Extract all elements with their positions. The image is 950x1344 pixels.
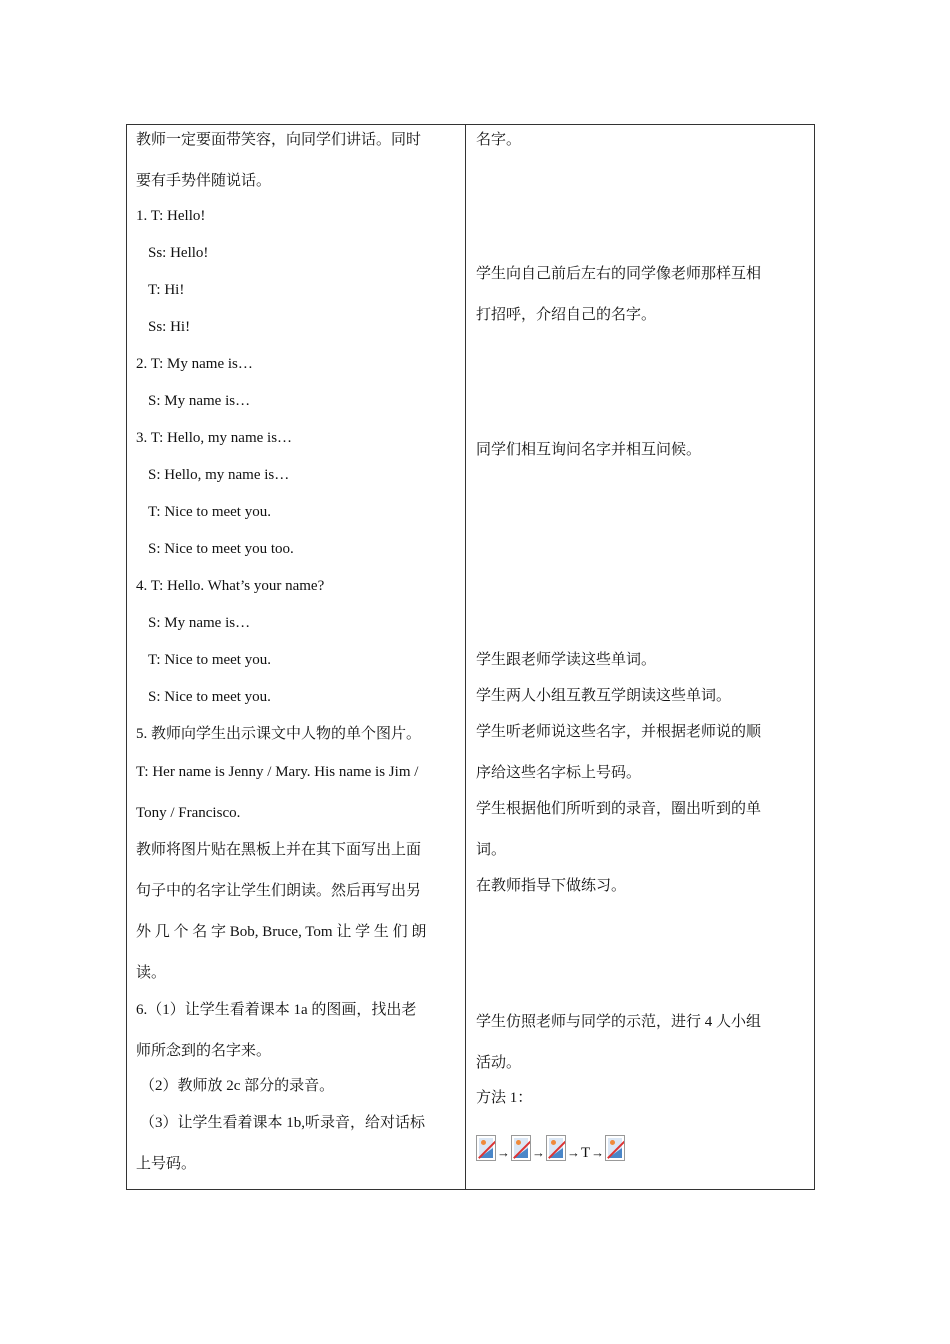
text-line: 学生跟老师学读这些单词。 — [476, 652, 657, 668]
text-line: 读。 — [136, 965, 167, 981]
text-line: 外 几 个 名 字 Bob, Bruce, Tom 让 学 生 们 朗 — [136, 924, 427, 940]
text-line: 5. 教师向学生出示课文中人物的单个图片。 — [136, 726, 422, 742]
text-line: 同学们相互询问名字并相互问候。 — [476, 442, 702, 458]
text-line: S: My name is… — [148, 615, 251, 631]
text-line: 词。 — [476, 842, 507, 858]
student-activity-cell — [466, 124, 815, 1190]
text-line: 6.（1）让学生看着课本 1a 的图画，找出老 — [136, 1002, 417, 1018]
text-line: （2）教师放 2c 部分的录音。 — [140, 1078, 335, 1094]
text-line: 上号码。 — [136, 1156, 197, 1172]
text-line: 学生听老师说这些名字，并根据老师说的顺 — [476, 724, 762, 740]
broken-image-icon — [476, 1135, 496, 1161]
text-line: 在教师指导下做练习。 — [476, 878, 627, 894]
arrow-icon: → — [591, 1145, 605, 1160]
text-line: T: Her name is Jenny / Mary. His name is Jim / — [136, 764, 419, 780]
text-line: 学生向自己前后左右的同学像老师那样互相 — [476, 266, 762, 282]
text-line: 活动。 — [476, 1055, 522, 1071]
text-line: 4. T: Hello. What’s your name? — [136, 578, 325, 594]
text-line: Tony / Francisco. — [136, 805, 241, 821]
text-line: S: Nice to meet you too. — [148, 541, 294, 557]
text-line: S: Nice to meet you. — [148, 689, 271, 705]
text-line: 2. T: My name is… — [136, 356, 253, 372]
text-line: 学生仿照老师与同学的示范，进行 4 人小组 — [476, 1014, 762, 1030]
text-line: 序给这些名字标上号码。 — [476, 765, 642, 781]
text-line: （3）让学生看着课本 1b,听录音，给对话标 — [140, 1115, 426, 1131]
text-line: 句子中的名字让学生们朗读。然后再写出另 — [136, 883, 422, 899]
arrow-icon: → — [532, 1145, 545, 1160]
text-line: 1. T: Hello! — [136, 208, 206, 224]
text-line: 3. T: Hello, my name is… — [136, 430, 293, 446]
text-line: T: Hi! — [148, 282, 185, 298]
text-line: T: Nice to meet you. — [148, 504, 271, 520]
text-line: T: Nice to meet you. — [148, 652, 271, 668]
text-line: Ss: Hello! — [148, 245, 209, 261]
teacher-label: T — [581, 1145, 591, 1161]
text-line: 教师一定要面带笑容，向同学们讲话。同时 — [136, 132, 422, 148]
teacher-activity-cell — [126, 124, 465, 1190]
text-line: S: My name is… — [148, 393, 251, 409]
text-line: S: Hello, my name is… — [148, 467, 290, 483]
broken-image-icon — [546, 1135, 566, 1161]
text-line: 教师将图片贴在黑板上并在其下面写出上面 — [136, 842, 422, 858]
method-1-flow-diagram — [476, 1132, 625, 1164]
text-line: 学生根据他们所听到的录音，圈出听到的单 — [476, 801, 762, 817]
broken-image-icon — [511, 1135, 531, 1161]
broken-image-icon — [605, 1135, 625, 1161]
text-line: 要有手势伴随说话。 — [136, 173, 272, 189]
arrow-icon: → — [567, 1145, 580, 1160]
text-line: 方法 1： — [476, 1090, 533, 1106]
text-line: 打招呼，介绍自己的名字。 — [476, 307, 657, 323]
text-line: 名字。 — [476, 132, 522, 148]
text-line: 学生两人小组互教互学朗读这些单词。 — [476, 688, 732, 704]
arrow-icon: → — [497, 1145, 510, 1160]
text-line: 师所念到的名字来。 — [136, 1043, 272, 1059]
text-line: Ss: Hi! — [148, 319, 191, 335]
